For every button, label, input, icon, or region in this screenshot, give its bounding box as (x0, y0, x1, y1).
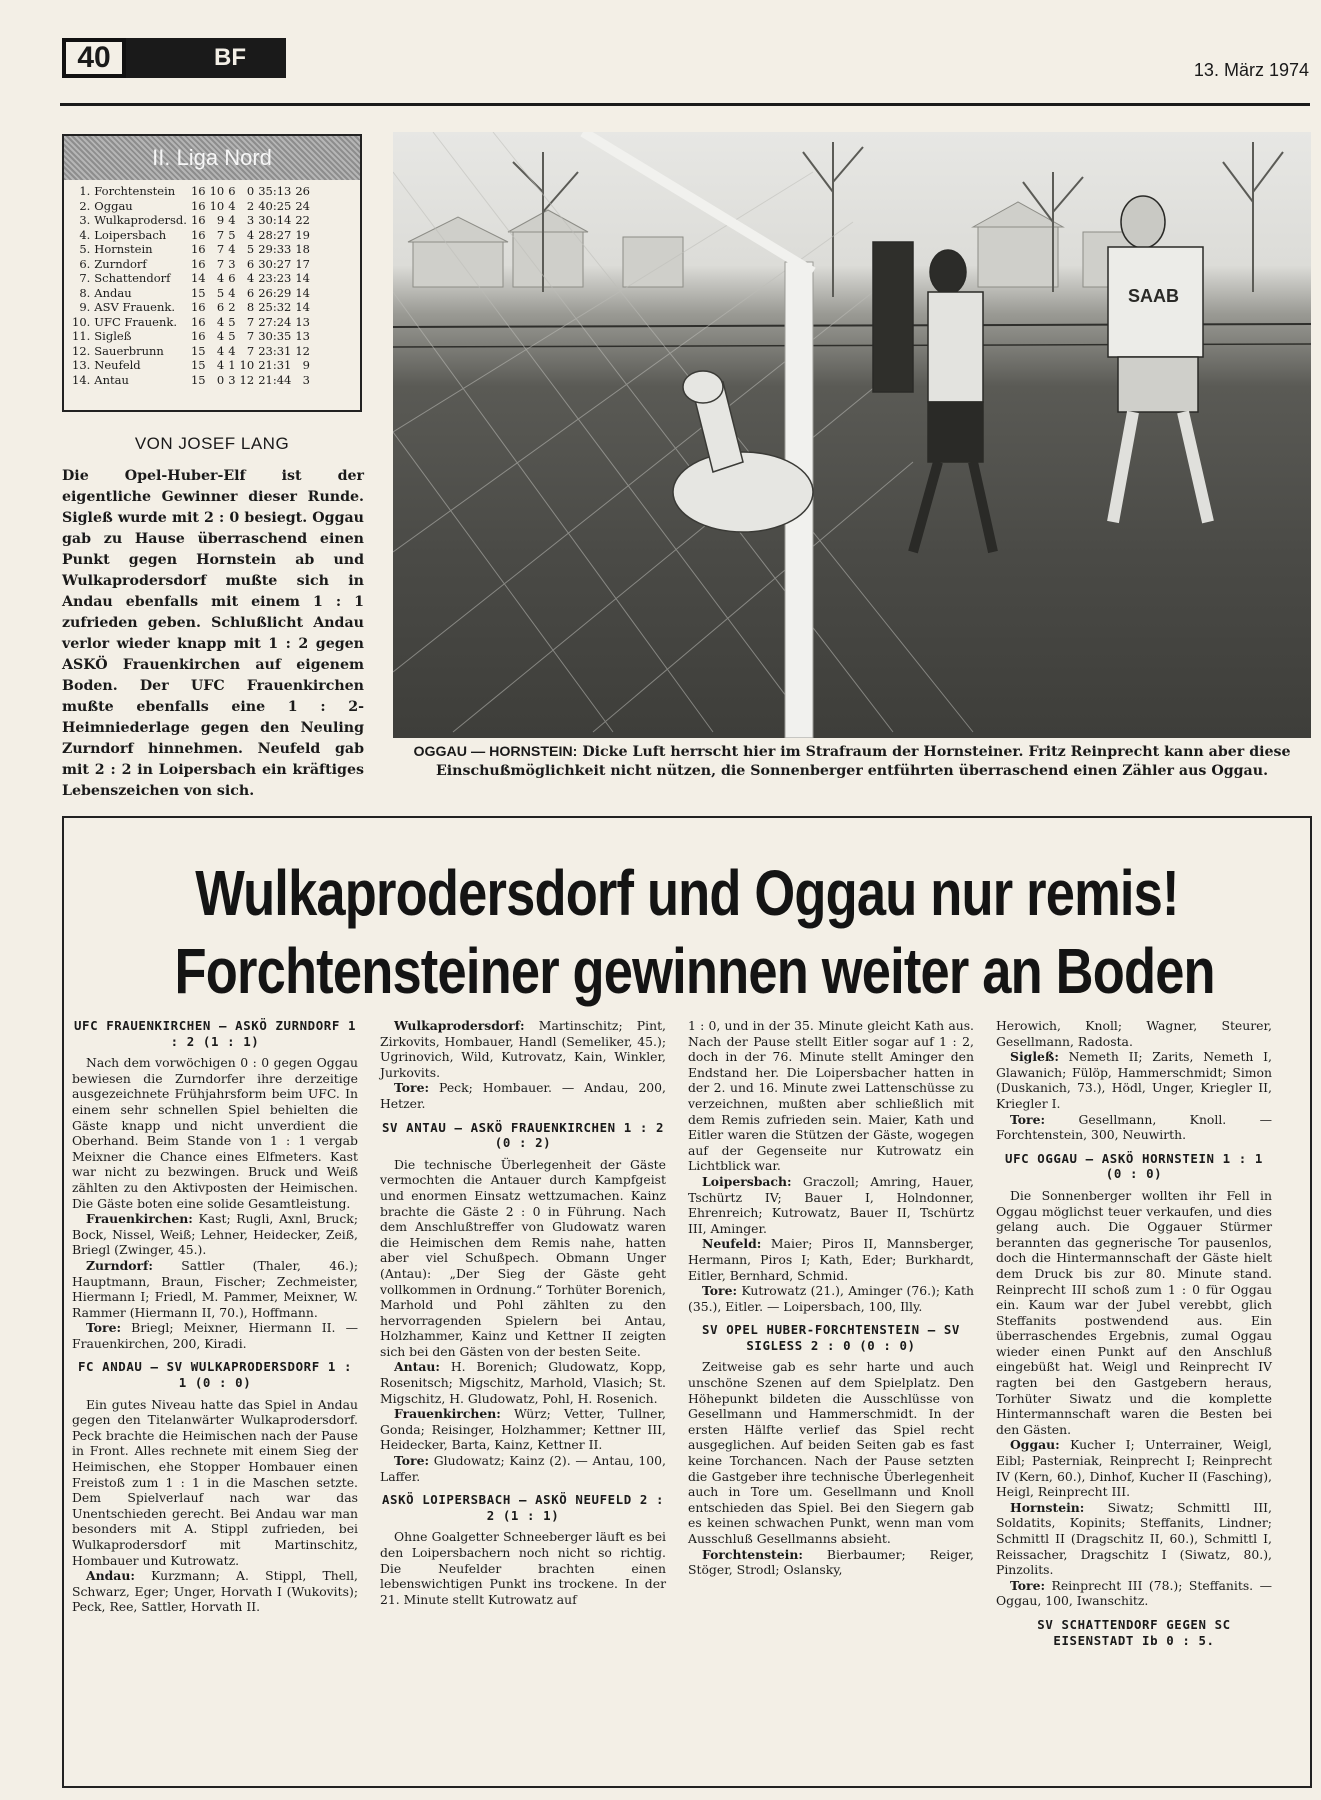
lineup (72, 1211, 358, 1258)
standings-lost: 10 (239, 358, 255, 372)
standings-drawn: 1 (228, 358, 236, 372)
standings-rank: 3. (79, 213, 91, 227)
standings-drawn: 4 (228, 213, 236, 227)
lineup-label: Sigleß: (1010, 1049, 1059, 1065)
standings-team: Antau (94, 372, 129, 387)
standings-team: Wulkaprodersd. (94, 213, 187, 227)
lineup-label: Frauenkirchen: (394, 1406, 501, 1422)
standings-team: Andau (94, 285, 132, 300)
goals-line (380, 1453, 666, 1484)
standings-team: Loipersbach (94, 227, 167, 242)
standings-points: 9 (302, 358, 310, 372)
standings-points: 14 (295, 300, 310, 314)
lineup-label: Zurndorf: (86, 1257, 153, 1273)
goals-label: Tore: (702, 1283, 738, 1299)
match-report: Die Sonnenberger wollten ihr Fell in Oggau möglichst teuer verkaufen, und dies gelang auch. Die Oggauer Stürmer berannten das gegnerische Tor pausenlos, doch die Hintermannschaft der Gäste hielt dem Druck bis zur 80. Minute stand. Reinprecht III schoß zum 1 : 0 für Oggau ein. Kaum war der Jubel verebbt, glich Steffanits postwendend aus. Ein überraschendes Ergebnis, zumal Oggau wieder einen Punkt auf den Anschluß eingebüßt hat. Weigl und Reinprecht IV ragten bei den Gastgebern heraus, Torhüter Siwatz und die komplette Hintermannschaft waren die Besten bei den Gästen. (996, 1187, 1272, 1437)
lineup (72, 1258, 358, 1320)
standings-goals: 21:31 (258, 358, 292, 372)
standings-won: 5 (216, 285, 225, 300)
standings-team: Neufeld (94, 358, 141, 372)
standings-drawn: 3 (228, 256, 236, 271)
standings-goals: 27:24 (258, 314, 292, 329)
photo-caption (393, 743, 1311, 781)
standings-rank: 8. (79, 285, 91, 300)
standings-goals: 30:14 (258, 213, 292, 227)
article-column-1 (72, 1018, 358, 1615)
match-heading: UFC OGGAU — ASKÖ HORNSTEIN 1 : 1 (0 : 0) (1005, 1150, 1263, 1182)
standings-team: UFC Frauenk. (94, 314, 177, 329)
match-report: Ohne Goalgetter Schneeberger läuft es bei den Loipersbachern noch nicht so richtig. Die Neufelder brachten einen lebenswichtigen Punkt ins trockene. In der 21. Minute stellt Kutrowatz auf (380, 1529, 666, 1607)
standings-drawn: 4 (228, 285, 236, 300)
standings-drawn: 4 (228, 343, 236, 358)
author-byline: VON JOSEF LANG (134, 434, 290, 453)
standings-rank: 2. (79, 198, 91, 213)
match-heading: SV ANTAU — ASKÖ FRAUENKIRCHEN 1 : 2 (0 : 2) (381, 1119, 665, 1151)
lineup (380, 1018, 666, 1080)
standings-goals: 29:33 (258, 242, 292, 256)
standings-won: 4 (216, 271, 225, 285)
page-number: 40 (62, 38, 126, 78)
standings-played: 16 (190, 198, 206, 213)
match-report: Nach dem vorwöchigen 0 : 0 gegen Oggau bewiesen die Zurndorfer ihre derzeitige ausgezeichnete Frühjahrsform beim UFC. In einem sehr schnellen Spiel behielten die Gäste knapp und nicht unverdient die Oberhand. Beim Stande von 1 : 1 vergab Meixner die Chance eines Elfmeters. Kast war nicht zu bezwingen. Bruck und Weiß zählten zu den Aktivposten der Heimischen. Die Gäste boten eine solide Gesamtleistung. (72, 1055, 358, 1211)
goals-label: Tore: (394, 1453, 430, 1469)
standings-row (70, 315, 312, 330)
header-rule (60, 103, 1310, 106)
league-table-box (62, 134, 362, 412)
standings-team: Zurndorf (94, 256, 147, 271)
standings-row (70, 257, 312, 272)
match-photo-illustration (393, 132, 1311, 738)
lineup-text: Siwatz; Schmittl III, Soldatits, Kopinits; Steffanits, Lindner; Schmittl II (Dragschitz II, 60.), Schmittl I, Reissacher, Dragschitz I (Siwatz, 80.), Pinzolits. (996, 1499, 1272, 1578)
standings-played: 15 (190, 343, 206, 358)
standings-rank: 10. (72, 314, 91, 329)
standings-row (70, 242, 312, 257)
standings-team: Schattendorf (94, 271, 171, 285)
match-heading: SV SCHATTENDORF GEGEN SC EISENSTADT Ib 0 : 5. (1037, 1616, 1231, 1648)
lineup (996, 1500, 1272, 1578)
standings-lost: 2 (246, 198, 255, 213)
standings-drawn: 3 (228, 372, 236, 387)
standings-played: 16 (190, 213, 206, 227)
match-heading: UFC FRAUENKIRCHEN — ASKÖ ZURNDORF 1 : 2 (1 : 1) (73, 1018, 357, 1049)
standings-played: 16 (190, 256, 206, 271)
standings-team: Sauerbrunn (94, 343, 164, 358)
lineup-text: Kast; Rugli, Axnl, Bruck; Bock, Nissel, Weiß; Lehner, Heidecker, Zeiß, Briegl (Zwinger, 45.). (72, 1211, 358, 1258)
match-heading: FC ANDAU — SV WULKAPRODERSDORF 1 : 1 (0 : 0) (77, 1359, 353, 1391)
standings-lost: 7 (246, 343, 255, 358)
standings-goals: 28:27 (258, 227, 292, 242)
article-column-2 (380, 1018, 666, 1607)
league-standings-table (70, 184, 312, 387)
lineup-text: Kurzmann; A. Stippl, Thell, Schwarz, Eger; Unger, Horvath I (Wukovits); Peck, Ree, Sattler, Horvath II. (72, 1568, 358, 1615)
standings-drawn: 5 (228, 329, 236, 343)
article-column-3 (688, 1018, 974, 1578)
standings-points: 14 (295, 271, 310, 285)
lineup-text: Graczoll; Amring, Hauer, Tschürtz IV; Bauer I, Holndonner, Ehrenreich; Kutrowatz, Bauer II, Tschürtz III, Aminger. (688, 1173, 974, 1236)
standings-row (70, 286, 312, 301)
standings-lost: 0 (246, 184, 255, 198)
goals-label: Tore: (1010, 1111, 1046, 1127)
standings-goals: 23:23 (258, 271, 292, 285)
standings-drawn: 6 (228, 184, 236, 198)
article-column-4 (996, 1018, 1272, 1654)
standings-team: Forchtenstein (94, 184, 176, 198)
standings-played: 15 (190, 358, 206, 372)
lineup-text: Maier; Piros II, Mannsberger, Hermann, Piros I; Kath, Eder; Burkhardt, Eitler, Bernhard, Schmid. (688, 1236, 974, 1283)
goals-text: Peck; Hombauer. — Andau, 200, Hetzer. (380, 1080, 666, 1111)
standings-won: 10 (209, 198, 225, 213)
standings-drawn: 2 (228, 300, 236, 314)
lineup-text: Bierbaumer; Reiger, Stöger, Strodl; Oslansky, (688, 1546, 974, 1578)
standings-row (70, 300, 312, 315)
standings-won: 6 (216, 300, 225, 314)
standings-lost: 4 (246, 227, 255, 242)
standings-lost: 4 (246, 271, 255, 285)
standings-team: Hornstein (94, 242, 153, 256)
standings-rank: 9. (79, 300, 91, 314)
lineup-label: Andau: (86, 1568, 135, 1584)
lineup-text: Nemeth II; Zarits, Nemeth I, Glawanich; Fülöp, Hammerschmidt; Simon (Duskanich, 73.), Hödl, Unger, Kriegler II, Kriegler I. (996, 1049, 1272, 1111)
standings-lost: 8 (246, 300, 255, 314)
standings-played: 16 (190, 242, 206, 256)
standings-lost: 7 (246, 314, 255, 329)
standings-team: Sigleß (94, 329, 132, 343)
standings-points: 26 (295, 184, 310, 198)
lineup-text: Martinschitz; Pint, Zirkovits, Hombauer, Handl (Semeliker, 45.); Ugrinovich, Wild, Kutrovatz, Kain, Winkler, Jurkovits. (380, 1018, 666, 1080)
goals-line (996, 1112, 1272, 1143)
section-label: BF (126, 38, 286, 78)
standings-won: 7 (216, 242, 225, 256)
match-photo (393, 132, 1311, 738)
standings-points: 19 (295, 227, 310, 242)
caption-text: Dicke Luft herrscht hier im Strafraum der Hornsteiner. Fritz Reinprecht kann aber diese Einschußmöglichkeit nicht nützen, die Sonnenberger entführten überraschend einen Zähler aus Oggau. (435, 744, 1291, 779)
shirt-lettering: SAAB (1128, 286, 1180, 306)
standings-rank: 4. (79, 227, 91, 242)
standings-drawn: 6 (228, 271, 236, 285)
standings-played: 16 (190, 329, 206, 343)
match-report: Zeitweise gab es sehr harte und auch unschöne Szenen auf dem Spielplatz. Den Höhepunkt bildeten die Ausschlüsse von Gesellmann und Hammerschmidt. In der ersten Hälfte verlief das Spiel recht ausgeglichen. Auf beiden Seiten gab es fast keine Torchancen. Nach der Pause setzten die Gastgeber ihre technische Überlegenheit auch in Tore um. Gesellmann und Knoll entschieden das Spiel. Bei den Siegern gab es keinen schwachen Punkt, wenn man vom Ausschluß Gesellmanns absieht. (688, 1359, 974, 1546)
lineup-text: Sattler (Thaler, 46.); Hauptmann, Braun, Fischer; Zechmeister, Hiermann I; Friedl, M. Pammer, Meixner, W. Rammer (Hiermann II, 70.), Hoffmann. (72, 1257, 358, 1320)
match-report: 1 : 0, und in der 35. Minute gleicht Kath aus. Nach der Pause stellt Eitler sogar auf 1 : 2, doch in der 76. Minute stellt Aminger den Endstand her. Die Loipersbacher hatten in der 2. und 16. Minute zwei Lattenschüsse zu verzeichnen, mußten aber schließlich mit dem Remis zufrieden sein. Maier, Kath und Eitler waren die Stützen der Gäste, wogegen auf der Gegenseite nur Kutrowatz ein Lichtblick war. (688, 1018, 974, 1174)
lineup-label: Neufeld: (702, 1236, 762, 1252)
standings-points: 3 (302, 372, 310, 387)
goals-line (996, 1578, 1272, 1609)
standings-won: 4 (216, 329, 225, 343)
goals-text: Kutrowatz (21.), Aminger (76.); Kath (35.), Eitler. — Loipersbach, 100, Illy. (688, 1283, 974, 1314)
standings-row (70, 271, 312, 286)
standings-lost: 3 (246, 213, 255, 227)
headline-line-1: Wulkaprodersdorf und Oggau nur remis! (195, 857, 1179, 929)
standings-lost: 5 (246, 242, 255, 256)
goals-line (380, 1080, 666, 1111)
standings-points: 24 (295, 198, 310, 213)
goals-label: Tore: (394, 1080, 430, 1096)
caption-lead: OGGAU — HORNSTEIN: (413, 744, 578, 760)
standings-played: 16 (190, 314, 206, 329)
standings-drawn: 4 (228, 242, 236, 256)
standings-row (70, 329, 312, 344)
match-heading: ASKÖ LOIPERSBACH — ASKÖ NEUFELD 2 : 2 (1 : 1) (381, 1492, 665, 1523)
lineup-label: Loipersbach: (702, 1173, 792, 1189)
standings-goals: 26:29 (258, 285, 292, 300)
match-heading: SV OPEL HUBER-FORCHTENSTEIN — SV SIGLESS 2 : 0 (0 : 0) (702, 1322, 960, 1353)
standings-drawn: 4 (228, 198, 236, 213)
headline-line-2: Forchtensteiner gewinnen weiter an Boden (174, 935, 1215, 1007)
standings-points: 17 (295, 256, 310, 271)
standings-won: 0 (216, 372, 225, 387)
lineup (688, 1174, 974, 1236)
lineup-label: Hornstein: (1010, 1499, 1085, 1515)
standings-rank: 1. (79, 184, 91, 198)
standings-rank: 5. (79, 242, 91, 256)
lineup-text: Kucher I; Unterrainer, Weigl, Eibl; Pasterniak, Reinprecht I; Reinprecht IV (Kern, 60.), Dinhof, Kucher II (Fasching), Heigl, Reinprecht III. (996, 1437, 1272, 1500)
standings-points: 12 (295, 343, 310, 358)
standings-played: 14 (190, 271, 206, 285)
standings-row (70, 184, 312, 199)
standings-points: 22 (295, 213, 310, 227)
standings-won: 7 (216, 227, 225, 242)
standings-goals: 35:13 (258, 184, 292, 198)
standings-goals: 30:27 (258, 256, 292, 271)
standings-points: 14 (295, 285, 310, 300)
lineup-label: Oggau: (1010, 1437, 1060, 1453)
standings-played: 16 (190, 227, 206, 242)
goals-label: Tore: (86, 1320, 122, 1336)
goals-line (72, 1320, 358, 1351)
league-table-title: II. Liga Nord (64, 136, 360, 180)
standings-goals: 21:44 (258, 372, 292, 387)
standings-rank: 12. (72, 343, 91, 358)
goals-text: Briegl; Meixner, Hiermann II. — Frauenkirchen, 200, Kiradi. (72, 1320, 358, 1351)
standings-rank: 14. (72, 372, 91, 387)
standings-row (70, 213, 312, 228)
lineup-text: Würz; Vetter, Tullner, Gonda; Reisinger, Holzhammer; Kettner III, Heidecker, Barta, Kainz, Kettner II. (380, 1406, 666, 1453)
standings-points: 18 (295, 242, 310, 256)
standings-won: 7 (216, 256, 225, 271)
standings-row (70, 228, 312, 243)
standings-row (70, 373, 312, 388)
lineup-text: H. Borenich; Gludowatz, Kopp, Rosenitsch; Migschitz, Marhold, Vlasich; St. Migschitz, H. Gludowatz, Pohl, H. Rosenich. (380, 1359, 666, 1406)
standings-lost: 7 (246, 329, 255, 343)
standings-goals: 25:32 (258, 300, 292, 314)
standings-played: 15 (190, 285, 206, 300)
lineup-label: Frauenkirchen: (86, 1211, 193, 1227)
standings-won: 4 (216, 314, 225, 329)
goals-text: Gludowatz; Kainz (2). — Antau, 100, Laffer. (380, 1453, 666, 1484)
standings-team: ASV Frauenk. (94, 300, 176, 314)
standings-played: 16 (190, 300, 206, 314)
match-report: Die technische Überlegenheit der Gäste vermochten die Antauer durch Kampfgeist und enormen Einsatz wettzumachen. Kainz brachte die Gäste 2 : 0 in Führung. Nach dem Anschlußtreffer von Gludowatz waren die Heimischen dem Remis nahe, hatten aber viel Schußpech. Obmann Unger (Antau): „Der Sieg der Gäste geht vollkommen in Ordnung.“ Torhüter Borenich, Marhold und Pohl zählten zu den hervorragenden Spielern bei Antau, Holzhammer, Kainz und Kettner II zeigten sich bei den Gästen von der besten Seite. (380, 1156, 666, 1359)
standings-goals: 40:25 (258, 198, 292, 213)
standings-lost: 6 (246, 285, 255, 300)
standings-won: 10 (209, 184, 225, 198)
standings-played: 15 (190, 372, 206, 387)
lineup (380, 1406, 666, 1453)
goals-line (688, 1283, 974, 1314)
intro-paragraph: Die Opel-Huber-Elf ist der eigentliche Gewinner dieser Runde. Sigleß wurde mit 2 : 0 besiegt. Oggau gab zu Hause überraschend einen Punkt gegen Hornstein ab und Wulkaprodersdorf mußte sich in Andau ebenfalls mit einem 1 : 1 zufrieden geben. Schlußlicht Andau verlor wieder knapp mit 1 : 2 gegen ASKÖ Frauenkirchen auf eigenem Boden. Der UFC Frauenkirchen mußte ebenfalls eine 1 : 2-Heimniederlage gegen den Neuling Zurndorf hinnehmen. Neufeld gab mit 2 : 2 in Loipersbach ein kräftiges Lebenszeichen von sich. (62, 468, 364, 799)
standings-drawn: 5 (228, 227, 236, 242)
standings-rank: 7. (79, 271, 91, 285)
goals-label: Tore: (1010, 1577, 1046, 1593)
standings-row (70, 199, 312, 214)
standings-row (70, 344, 312, 359)
standings-played: 16 (190, 184, 206, 198)
lineup-text: Herowich, Knoll; Wagner, Steurer, Gesellmann, Radosta. (996, 1018, 1272, 1049)
goals-text: Gesellmann, Knoll. — Forchtenstein, 300, Neuwirth. (996, 1111, 1272, 1143)
goals-text: Reinprecht III (78.); Steffanits. — Oggau, 100, Iwanschitz. (996, 1577, 1272, 1609)
standings-won: 9 (216, 213, 225, 227)
standings-lost: 6 (246, 256, 255, 271)
standings-goals: 23:31 (258, 343, 292, 358)
standings-rank: 6. (79, 256, 91, 271)
lineup (380, 1359, 666, 1406)
standings-points: 13 (295, 314, 310, 329)
lineup-label: Antau: (394, 1359, 440, 1375)
lineup-label: Wulkaprodersdorf: (394, 1018, 525, 1033)
standings-rank: 13. (72, 358, 91, 372)
match-report: Ein gutes Niveau hatte das Spiel in Andau gegen den Titelanwärter Wulkaprodersdorf. Peck brachte die Heimischen nach der Pause in Front. Alles rechnete mit einem Sieg der Heimischen, ehe Stopper Hombauer einen Freistoß zum 1 : 1 in die Maschen setzte. Dem Spielverlauf nach war das Unentschieden gerecht. Bei Andau war man besonders mit A. Stippl zufrieden, bei Wulkaprodersdorf mit Martinschitz, Hombauer und Kutrowatz. (72, 1396, 358, 1568)
lineup (996, 1437, 1272, 1499)
lineup (688, 1547, 974, 1578)
standings-won: 4 (216, 358, 225, 372)
lineup (72, 1568, 358, 1615)
standings-drawn: 5 (228, 314, 236, 329)
standings-points: 13 (295, 329, 310, 343)
standings-lost: 12 (239, 372, 255, 387)
standings-team: Oggau (94, 198, 133, 213)
standings-rank: 11. (72, 329, 91, 343)
standings-goals: 30:35 (258, 329, 292, 343)
issue-date: 13. März 1974 (1193, 60, 1309, 80)
standings-row (70, 358, 312, 373)
lineup (996, 1049, 1272, 1111)
lineup-label: Forchtenstein: (702, 1546, 803, 1562)
standings-won: 4 (216, 343, 225, 358)
lineup (688, 1236, 974, 1283)
